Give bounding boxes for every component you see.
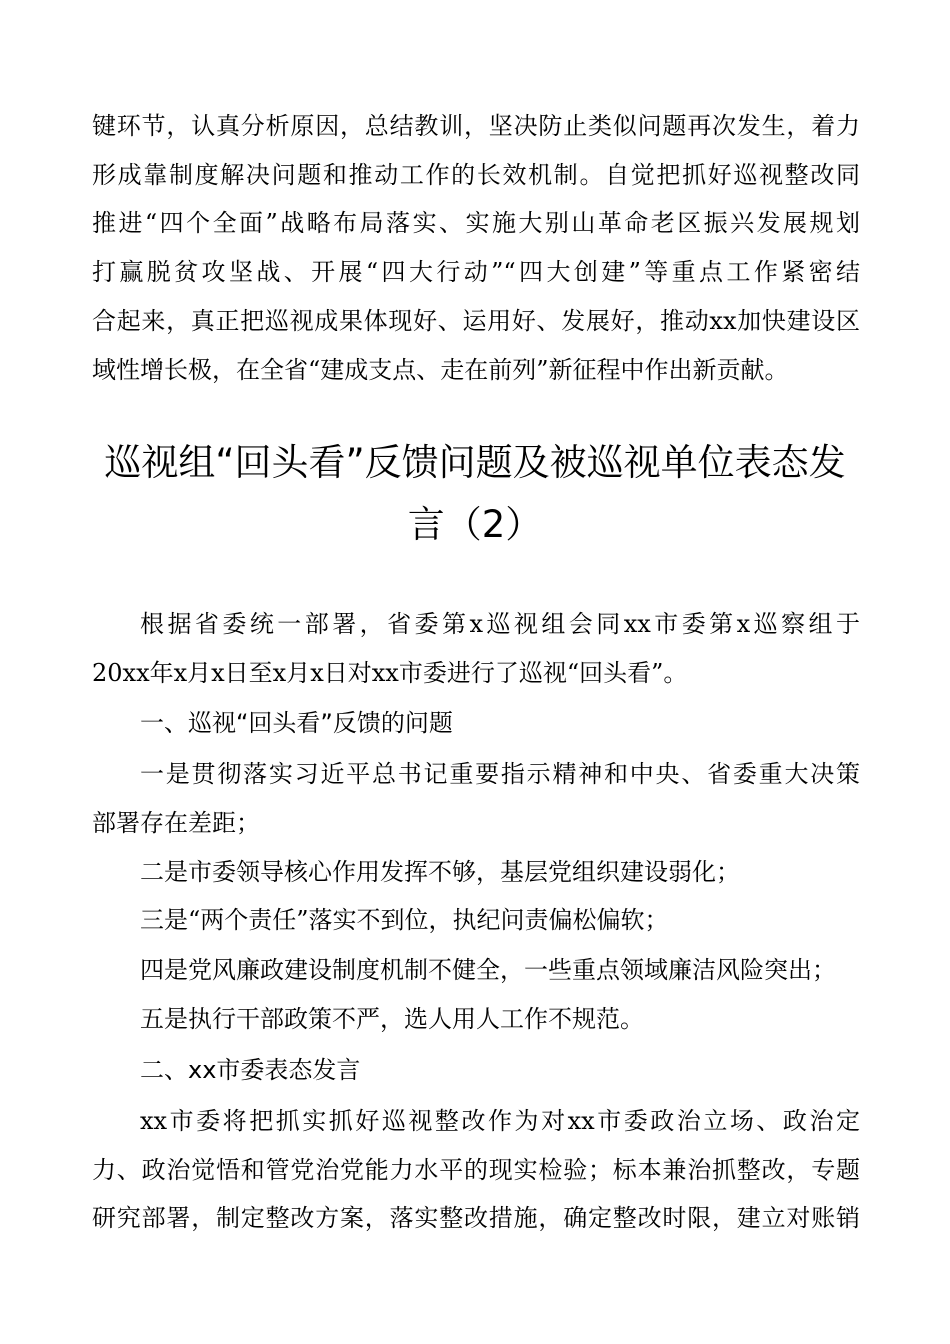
section-heading: 一、巡视“回头看”反馈的问题 [140, 709, 453, 737]
title-line: 巡视组“回头看”反馈问题及被巡视单位表态发 [104, 441, 846, 484]
issue-item: 三是“两个责任”落实不到位，执纪问责偏松偏软； [140, 906, 669, 934]
issue-item [92, 750, 860, 847]
paragraph-line: 一是贯彻落实习近平总书记重要指示精神和中央、省委重大决策 [140, 760, 860, 788]
paragraph-line: 域性增长极，在全省“建成支点、走在前列”新征程中作出新贡献。 [92, 355, 789, 384]
paragraph-line: 合起来，真正把巡视成果体现好、运用好、发展好，推动xx加快建设区 [92, 306, 860, 335]
continuation-paragraph [92, 102, 860, 394]
paragraph-line: 打赢脱贫攻坚战、开展“四大行动”“四大创建”等重点工作紧密结 [92, 258, 860, 287]
paragraph-line: 键环节，认真分析原因，总结教训，坚决防止类似问题再次发生，着力 [92, 112, 860, 140]
paragraph-line: 推进“四个全面”战略布局落实、实施大别山革命老区振兴发展规划 [92, 209, 860, 238]
paragraph-line: 部署存在差距； [92, 808, 260, 837]
paragraph-line: 根据省委统一部署，省委第x巡视组会同xx市委第x巡察组于 [140, 610, 860, 638]
statement-paragraph [92, 1097, 860, 1243]
paragraph-line: 研究部署，制定整改方案，落实整改措施，确定整改时限，建立对账销 [92, 1204, 860, 1233]
issue-item: 二是市委领导核心作用发挥不够，基层党组织建设弱化； [140, 858, 740, 886]
issue-item: 五是执行干部政策不严，选人用人工作不规范。 [140, 1005, 644, 1033]
paragraph-line: xx市委将把抓实抓好巡视整改作为对xx市委政治立场、政治定 [140, 1107, 860, 1135]
document-title [70, 432, 880, 556]
paragraph-line: 形成靠制度解决问题和推动工作的长效机制。自觉把抓好巡视整改同 [92, 160, 860, 189]
intro-paragraph [92, 600, 860, 697]
title-line: 言（2） [407, 503, 543, 546]
paragraph-line: 力、政治觉悟和管党治党能力水平的现实检验；标本兼治抓整改，专题 [92, 1155, 860, 1184]
paragraph-line: 20xx年x月x日至x月x日对xx市委进行了巡视“回头看”。 [92, 658, 688, 687]
section-heading: 二、xx市委表态发言 [140, 1056, 361, 1084]
issue-item: 四是党风廉政建设制度机制不健全，一些重点领域廉洁风险突出； [140, 956, 836, 984]
